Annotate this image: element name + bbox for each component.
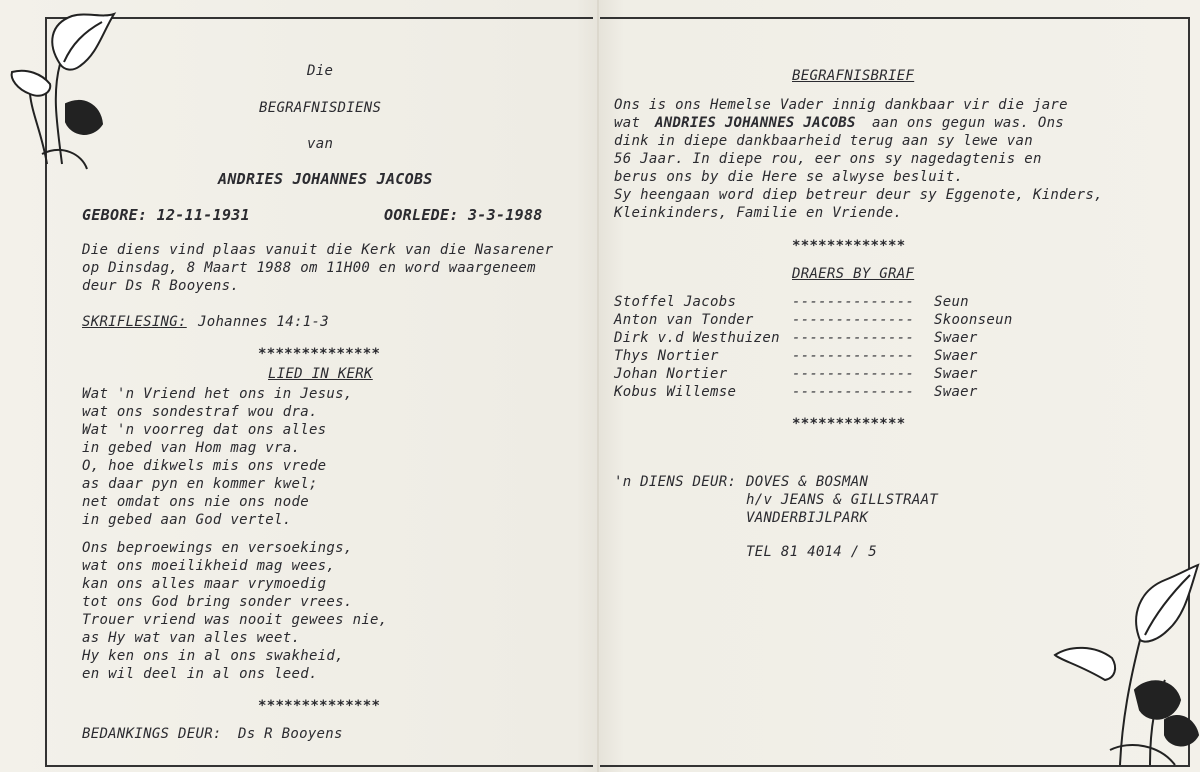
address-line: DOVES & BOSMAN: [746, 474, 869, 490]
verse-line: en wil deel in al ons leed.: [82, 666, 318, 682]
service-by-label: 'n DIENS DEUR:: [614, 474, 737, 490]
verse-line: O, hoe dikwels mis ons vrede: [82, 458, 327, 474]
address-line: h/v JEANS & GILLSTRAAT: [746, 492, 939, 508]
verse-line: Wat 'n voorreg dat ons alles: [82, 422, 327, 438]
letter-deceased-name: ANDRIES JOHANNES JACOBS: [655, 115, 856, 131]
lily-top-left-icon: [2, 4, 122, 174]
pallbearer-relation: Skoonseun: [934, 312, 1013, 328]
verse-line: Wat 'n Vriend het ons in Jesus,: [82, 386, 353, 402]
scripture-ref: Johannes 14:1-3: [198, 314, 329, 330]
service-line: deur Ds R Booyens.: [82, 278, 240, 294]
deceased-name: ANDRIES JOHANNES JACOBS: [218, 170, 433, 188]
pallbearer-relation: Seun: [934, 294, 969, 310]
thanks-name: Ds R Booyens: [238, 726, 343, 742]
verse-line: tot ons God bring sonder vrees.: [82, 594, 353, 610]
pallbearer-dash: --------------: [792, 348, 915, 364]
pallbearer-relation: Swaer: [934, 348, 978, 364]
pallbearer-relation: Swaer: [934, 384, 978, 400]
separator-stars: *************: [792, 238, 906, 254]
born-date: GEBORE: 12-11-1931: [82, 206, 250, 224]
pallbearer-name: Thys Nortier: [614, 348, 719, 364]
pallbearer-dash: --------------: [792, 294, 915, 310]
letter-line: 56 Jaar. In diepe rou, eer ons sy nagedagtenis en: [614, 151, 1042, 167]
letter-line: Sy heengaan word diep betreur deur sy Eggenote, Kinders,: [614, 187, 1103, 203]
verse-line: as Hy wat van alles weet.: [82, 630, 301, 646]
verse-line: in gebed van Hom mag vra.: [82, 440, 301, 456]
separator-stars: **************: [258, 698, 381, 714]
verse-line: as daar pyn en kommer kwel;: [82, 476, 318, 492]
hymn-title: LIED IN KERK: [268, 366, 373, 382]
verse-line: Ons beproewings en versoekings,: [82, 540, 353, 556]
verse-line: wat ons sondestraf wou dra.: [82, 404, 318, 420]
heading-begrafnisdiens: BEGRAFNISDIENS: [259, 100, 382, 116]
pallbearer-name: Dirk v.d Westhuizen: [614, 330, 780, 346]
verse-line: Hy ken ons in al ons swakheid,: [82, 648, 344, 664]
pallbearer-dash: --------------: [792, 312, 915, 328]
pallbearer-name: Kobus Willemse: [614, 384, 737, 400]
phone-number: TEL 81 4014 / 5: [746, 544, 877, 560]
verse-line: wat ons moeilikheid mag wees,: [82, 558, 336, 574]
address-line: VANDERBIJLPARK: [746, 510, 869, 526]
pallbearer-relation: Swaer: [934, 366, 978, 382]
pallbearers-title: DRAERS BY GRAF: [792, 266, 915, 282]
heading-van: van: [307, 136, 334, 152]
letter-line: aan ons gegun was. Ons: [872, 115, 1065, 131]
verse-line: in gebed aan God vertel.: [82, 512, 292, 528]
pallbearer-name: Johan Nortier: [614, 366, 728, 382]
verse-line: Trouer vriend was nooit gewees nie,: [82, 612, 388, 628]
heading-die: Die: [307, 63, 334, 79]
pallbearer-relation: Swaer: [934, 330, 978, 346]
separator-stars: **************: [258, 346, 381, 362]
verse-line: net omdat ons nie ons node: [82, 494, 309, 510]
verse-line: kan ons alles maar vrymoedig: [82, 576, 327, 592]
pallbearer-name: Stoffel Jacobs: [614, 294, 737, 310]
pallbearer-dash: --------------: [792, 330, 915, 346]
pallbearer-name: Anton van Tonder: [614, 312, 754, 328]
lily-bottom-right-icon: [1050, 560, 1200, 772]
thanks-label: BEDANKINGS DEUR:: [82, 726, 222, 742]
letter-line: berus ons by die Here se alwyse besluit.: [614, 169, 964, 185]
scripture-label: SKRIFLESING:: [82, 314, 187, 330]
pallbearer-dash: --------------: [792, 384, 915, 400]
letter-line: dink in diepe dankbaarheid terug aan sy lewe van: [614, 133, 1033, 149]
service-line: op Dinsdag, 8 Maart 1988 om 11H00 en word waargeneem: [82, 260, 536, 276]
service-line: Die diens vind plaas vanuit die Kerk van die Nasarener: [82, 242, 554, 258]
letter-line: Ons is ons Hemelse Vader innig dankbaar vir die jare: [614, 97, 1068, 113]
died-date: OORLEDE: 3-3-1988: [384, 206, 543, 224]
letter-title: BEGRAFNISBRIEF: [792, 68, 915, 84]
separator-stars: *************: [792, 416, 906, 432]
page-fold: [597, 0, 599, 772]
letter-line: Kleinkinders, Familie en Vriende.: [614, 205, 903, 221]
letter-line: wat: [614, 115, 641, 131]
pallbearer-dash: --------------: [792, 366, 915, 382]
